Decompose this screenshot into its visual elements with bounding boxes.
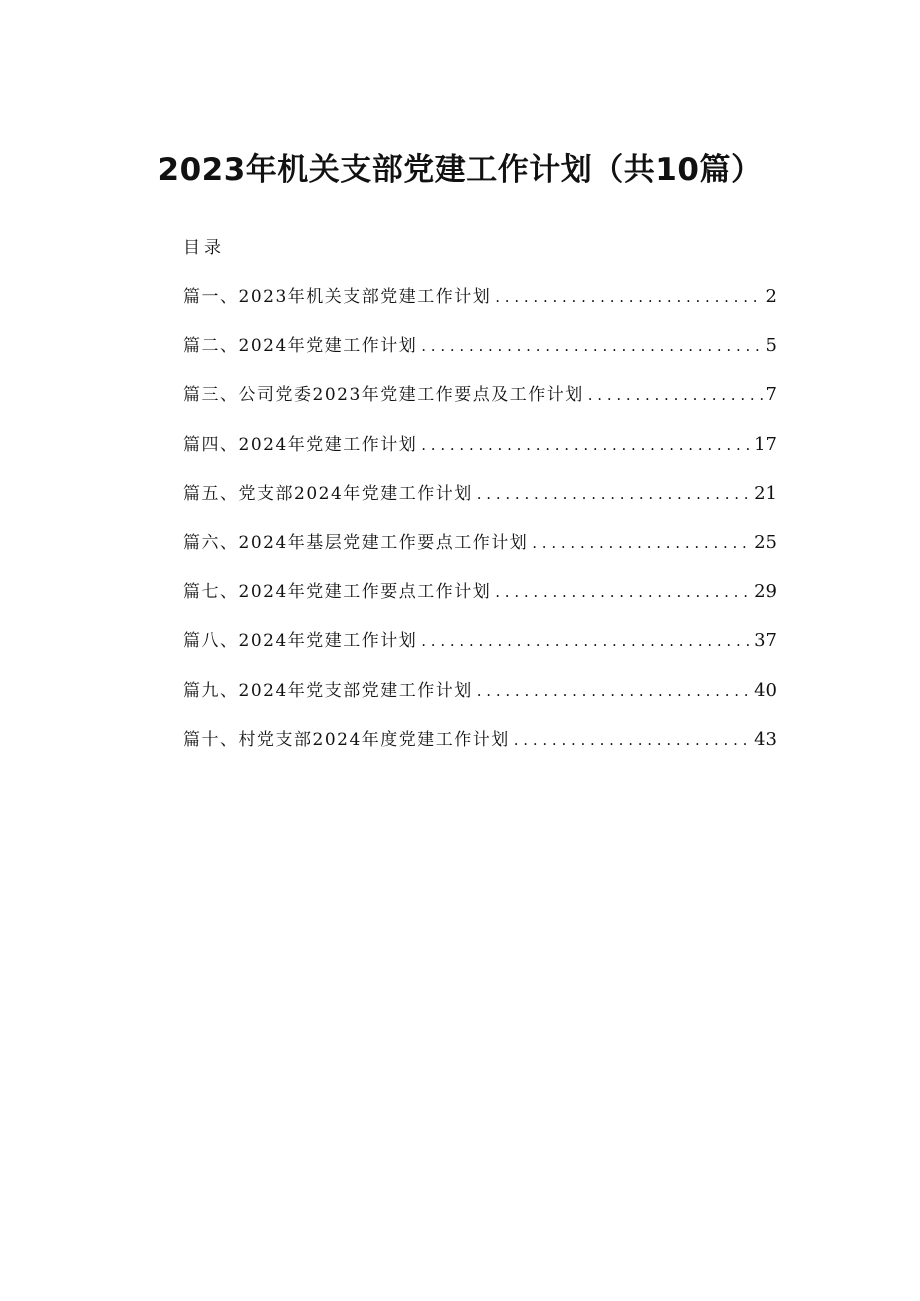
toc-entry-page: 5 — [765, 335, 777, 357]
toc-entry-label: 篇八、2024年党建工作计划 — [183, 631, 418, 652]
toc-entry-label: 篇七、2024年党建工作要点工作计划 — [183, 582, 492, 603]
toc-entry-8[interactable] — [183, 627, 777, 676]
toc-entry-page: 40 — [754, 679, 777, 701]
toc-entry-label: 篇四、2024年党建工作计划 — [183, 434, 418, 455]
toc-dot-leader — [588, 381, 763, 409]
toc-entry-1[interactable] — [183, 283, 777, 332]
toc-dot-leader — [421, 332, 762, 360]
toc-entry-label: 篇三、公司党委2023年党建工作要点及工作计划 — [183, 385, 584, 406]
toc-entry-6[interactable] — [183, 529, 777, 578]
toc-entry-label: 篇九、2024年党支部党建工作计划 — [183, 680, 473, 701]
toc-dot-leader — [495, 578, 751, 606]
toc-entry-page: 7 — [765, 384, 777, 406]
toc-entry-2[interactable] — [183, 332, 777, 381]
toc-entry-label: 篇一、2023年机关支部党建工作计划 — [183, 287, 492, 307]
toc-dot-leader — [421, 627, 751, 655]
toc-entry-9[interactable] — [183, 677, 777, 726]
toc-entry-7[interactable] — [183, 578, 777, 627]
toc-entry-label: 篇十、村党支部2024年度党建工作计划 — [183, 729, 510, 750]
toc-entry-4[interactable] — [183, 431, 777, 480]
toc-entry-page: 29 — [754, 581, 777, 603]
toc-entry-page: 25 — [754, 531, 777, 553]
toc-dot-leader — [477, 677, 751, 705]
toc-entry-page: 17 — [754, 433, 777, 455]
toc-entry-page: 2 — [765, 286, 777, 307]
toc-entry-label: 篇五、党支部2024年党建工作计划 — [183, 483, 473, 504]
table-of-contents — [183, 283, 777, 775]
toc-entry-page: 43 — [754, 728, 777, 750]
toc-heading: 目录 — [183, 238, 225, 258]
toc-entry-label: 篇二、2024年党建工作计划 — [183, 336, 418, 357]
toc-entry-5[interactable] — [183, 480, 777, 529]
toc-entry-10[interactable] — [183, 726, 777, 775]
toc-dot-leader — [532, 529, 751, 557]
toc-entry-label: 篇六、2024年基层党建工作要点工作计划 — [183, 532, 529, 553]
toc-dot-leader — [495, 283, 762, 311]
toc-dot-leader — [421, 431, 751, 459]
toc-dot-leader — [514, 726, 751, 754]
toc-entry-page: 37 — [754, 630, 777, 652]
toc-dot-leader — [477, 480, 751, 508]
toc-entry-3[interactable] — [183, 381, 777, 430]
document-title: 2023年机关支部党建工作计划（共10篇） — [157, 152, 763, 188]
toc-entry-page: 21 — [754, 482, 777, 504]
